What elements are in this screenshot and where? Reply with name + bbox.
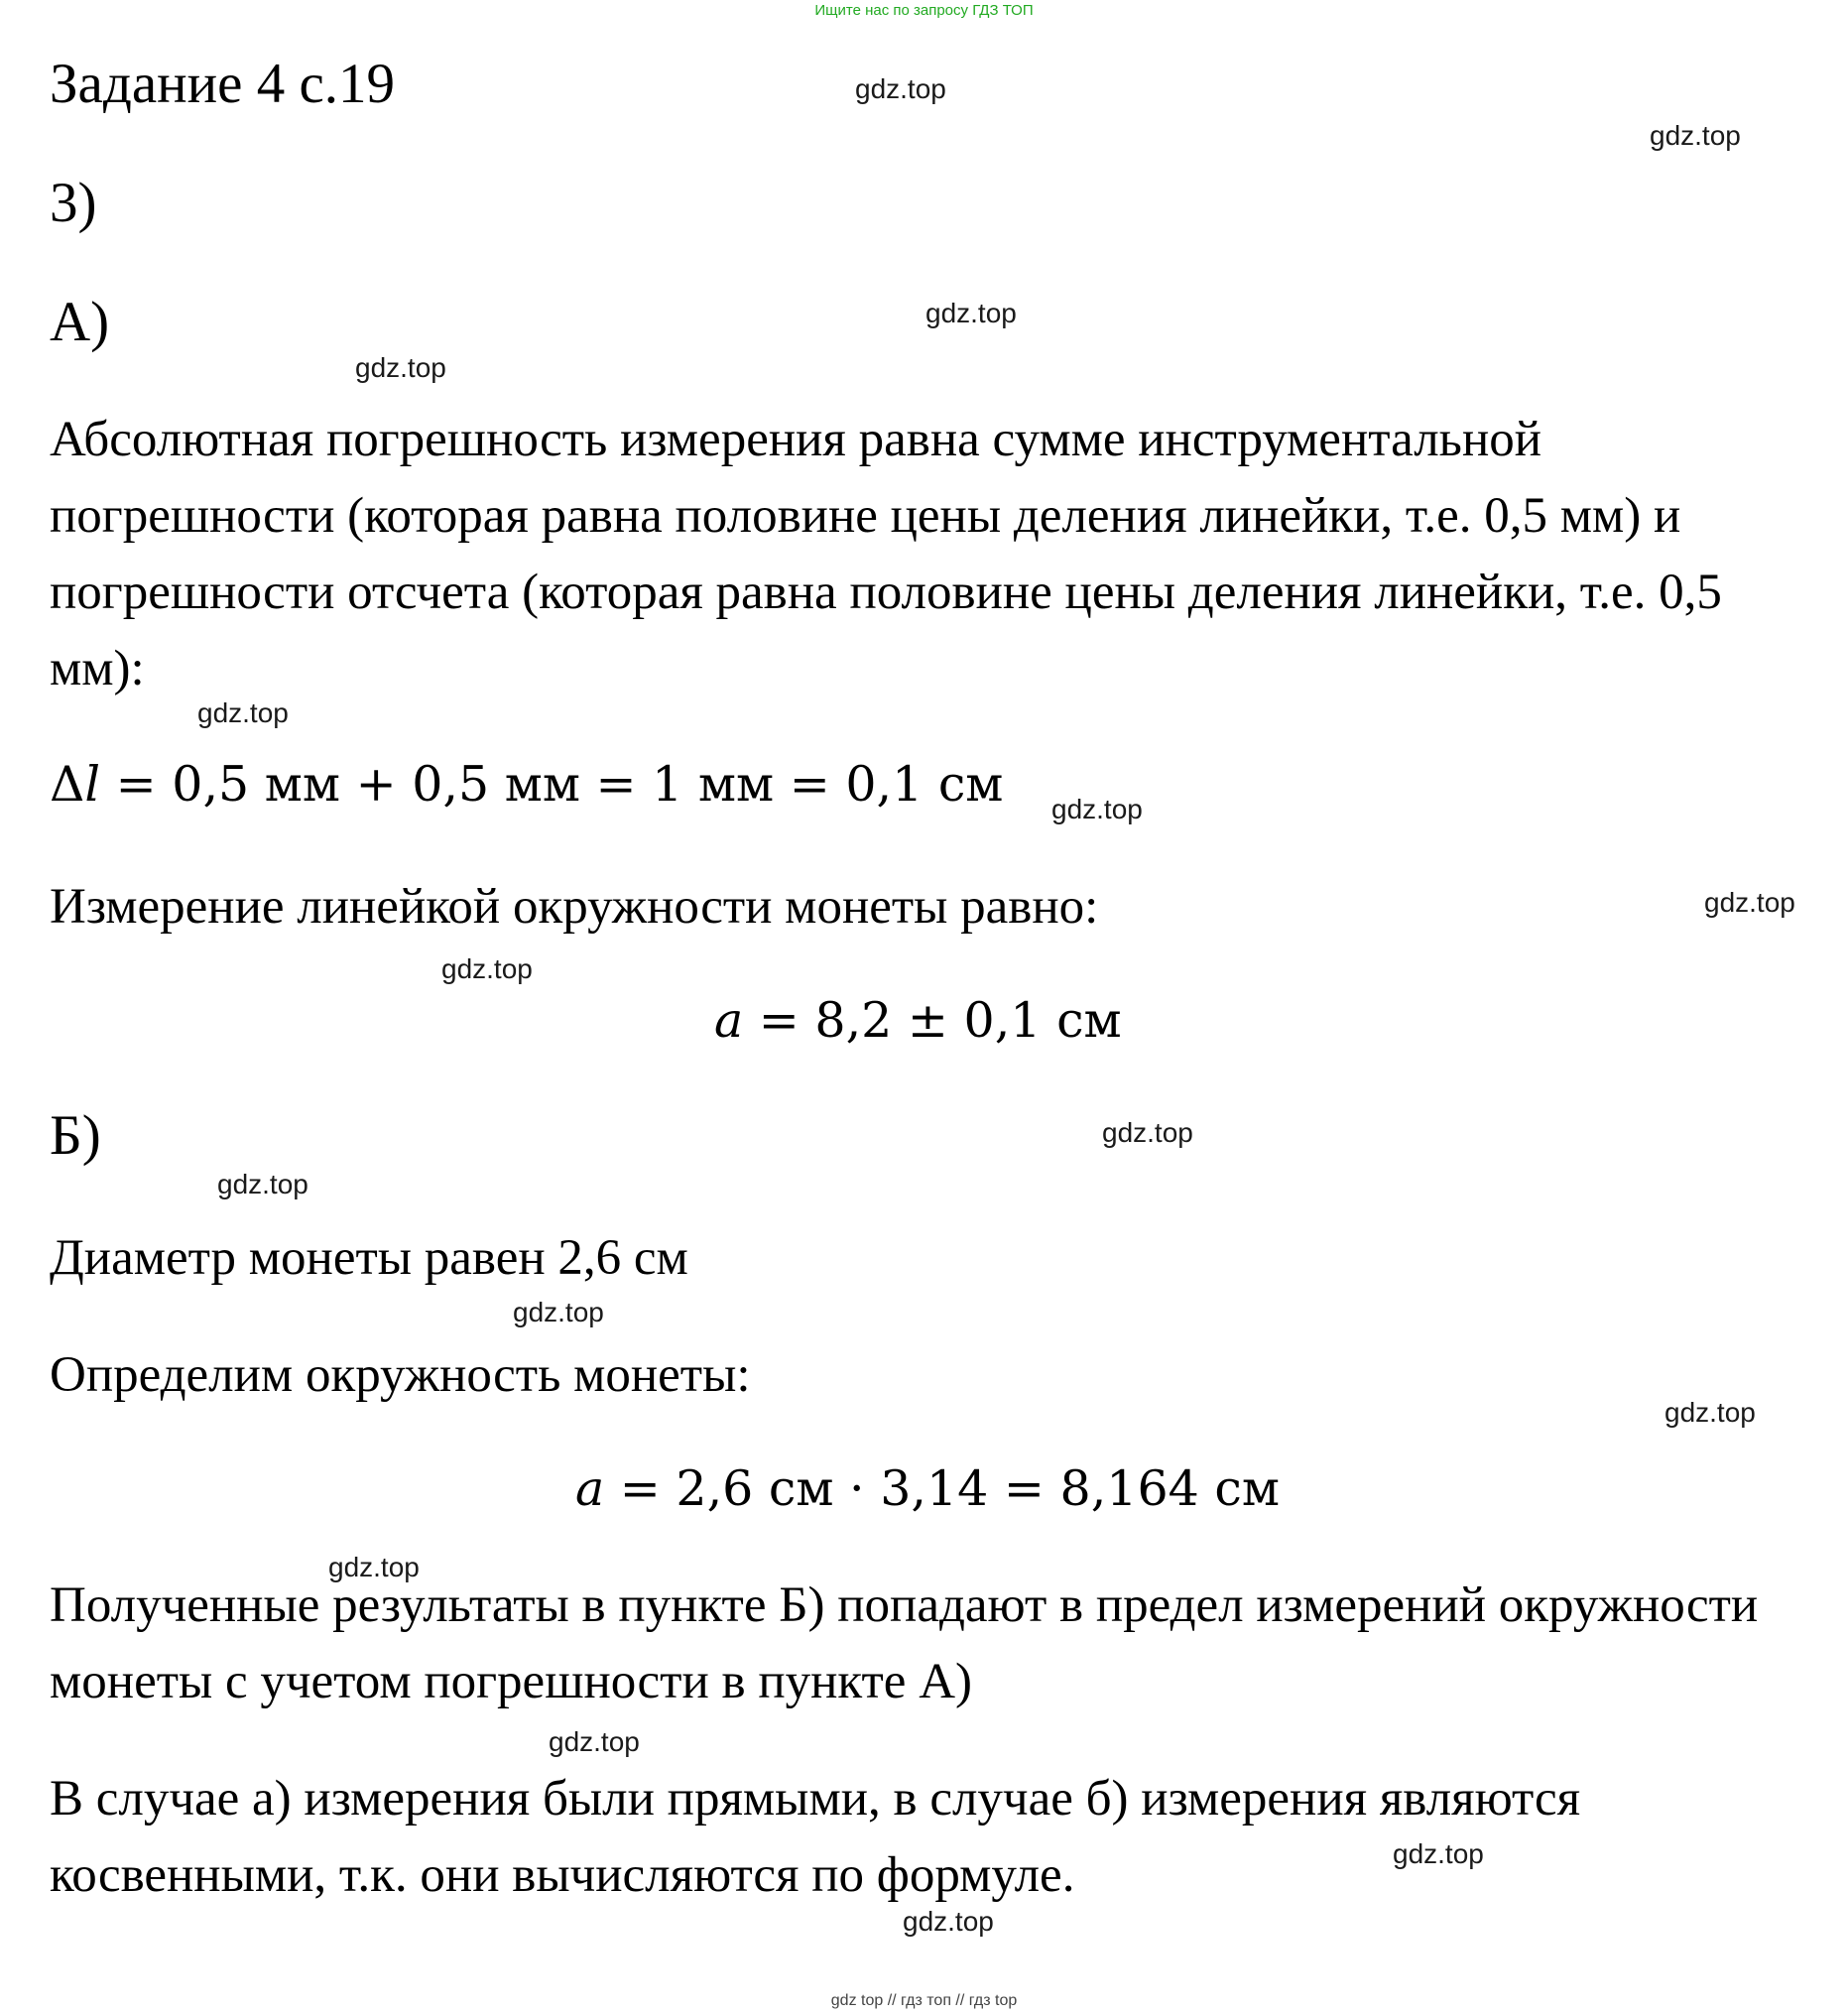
watermark: gdz.top — [1102, 1117, 1193, 1148]
measurement-result — [714, 992, 1122, 1049]
delta-symbol: Δ — [50, 756, 85, 813]
watermark: gdz.top — [855, 73, 946, 104]
formula-rhs: = 0,5 мм + 0,5 мм = 1 мм = 0,1 см — [100, 756, 1004, 813]
formula-variable: l — [84, 756, 101, 813]
section-a-label: А) — [50, 291, 110, 353]
watermark: gdz.top — [217, 1169, 308, 1199]
watermark: gdz.top — [513, 1297, 604, 1327]
watermark: gdz.top — [355, 352, 446, 383]
conclusion-text: Полученные результаты в пункте Б) попадают в предел измерений окружности монеты с учетом погрешности в пункте А) — [50, 1577, 1759, 1709]
search-hint-link[interactable]: Ищите нас по запросу ГДЗ ТОП — [814, 2, 1034, 19]
watermark: gdz.top — [1393, 1838, 1484, 1869]
watermark: gdz.top — [1704, 887, 1795, 918]
watermark: gdz.top — [328, 1552, 420, 1582]
part-label: 3) — [50, 172, 97, 234]
diameter-text: Диаметр монеты равен 2,6 см — [50, 1230, 688, 1286]
watermark: gdz.top — [1650, 120, 1741, 151]
watermark: gdz.top — [549, 1726, 640, 1757]
circumference-rhs: = 2,6 см · 3,14 = 8,164 см — [604, 1460, 1280, 1517]
final-text: В случае а) измерения были прямыми, в случае б) измерения являются косвенными, т.к. они вычисляются по формуле. — [50, 1771, 1581, 1903]
watermark: gdz.top — [1051, 794, 1143, 824]
footer-links[interactable]: gdz top // гдз топ // гдз top — [830, 1992, 1018, 2009]
result-variable: a — [714, 992, 744, 1049]
circumference-formula — [575, 1460, 1280, 1517]
watermark: gdz.top — [903, 1906, 994, 1937]
result-rhs: = 8,2 ± 0,1 см — [743, 992, 1122, 1049]
error-formula — [50, 756, 1003, 813]
section-b-label: Б) — [50, 1104, 101, 1167]
circumference-variable: a — [575, 1460, 605, 1517]
watermark: gdz.top — [925, 298, 1017, 328]
watermark: gdz.top — [1664, 1397, 1756, 1428]
task-title: Задание 4 с.19 — [50, 53, 396, 115]
watermark: gdz.top — [441, 953, 533, 984]
measurement-text: Измерение линейкой окружности монеты равно: — [50, 879, 1099, 935]
define-text: Определим окружность монеты: — [50, 1347, 751, 1403]
watermark: gdz.top — [197, 697, 289, 728]
section-a-explanation: Абсолютная погрешность измерения равна сумме инструментальной погрешности (которая равна половине цены деления линейки, т.е. 0,5 мм) и погрешности отсчета (которая равна половине цены деления линейки, т.е. 0,5 мм): — [50, 412, 1722, 696]
